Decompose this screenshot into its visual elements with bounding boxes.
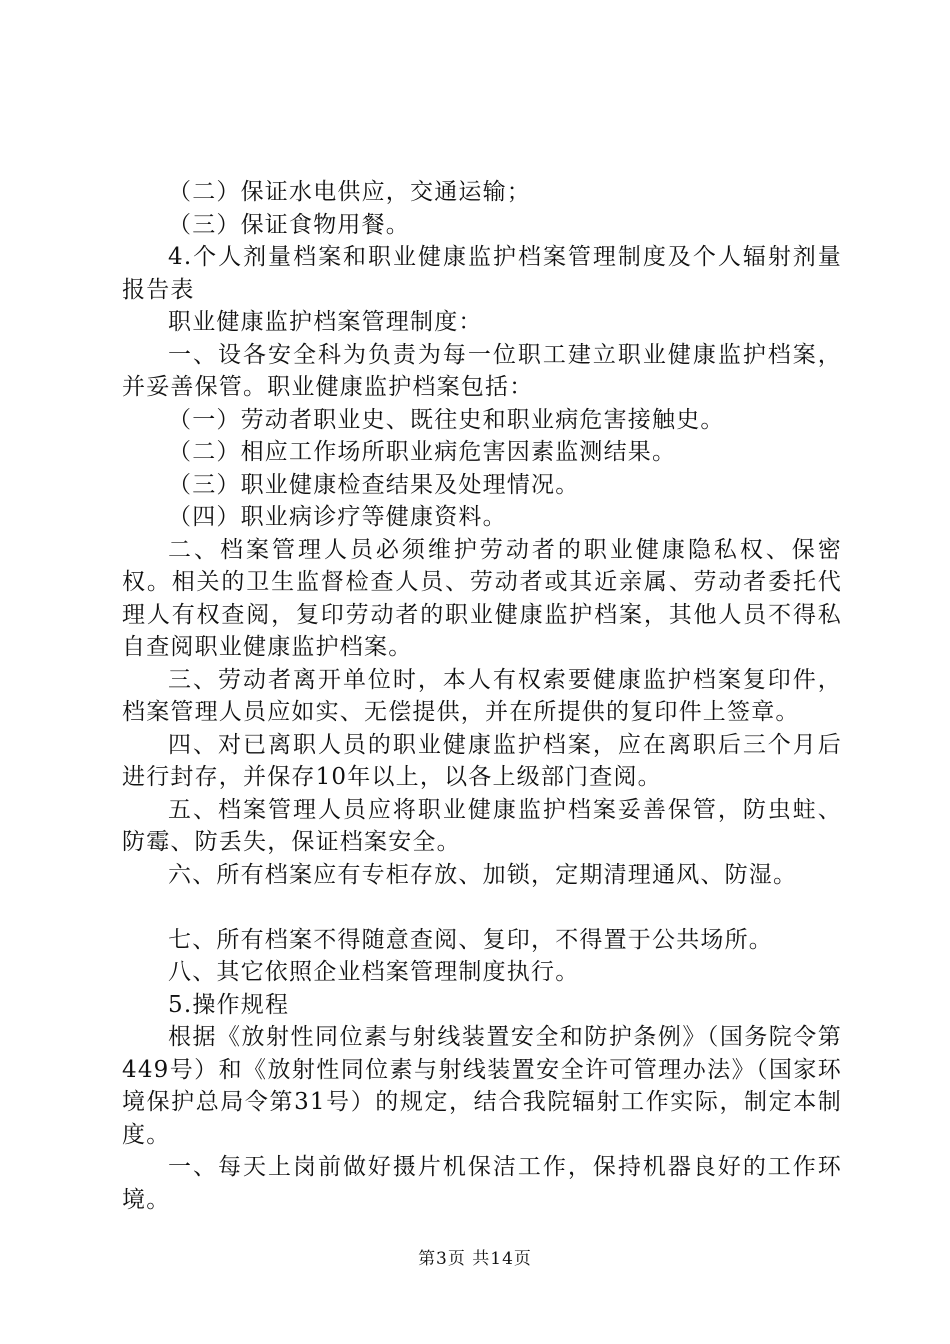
paragraph: 一、设各安全科为负责为每一位职工建立职业健康监护档案，并妥善保管。职业健康监护档案包括： bbox=[122, 341, 842, 400]
paragraph: （三）保证食物用餐。 bbox=[168, 211, 410, 238]
paragraph: 一、每天上岗前做好摄片机保洁工作，保持机器良好的工作环境。 bbox=[122, 1154, 842, 1213]
paragraph: （一）劳动者职业史、既往史和职业病危害接触史。 bbox=[168, 406, 725, 433]
section-heading: 4.个人剂量档案和职业健康监护档案管理制度及个人辐射剂量报告表 bbox=[122, 244, 842, 303]
paragraph: 七、所有档案不得随意查阅、复印，不得置于公共场所。 bbox=[168, 926, 773, 953]
paragraph: 八、其它依照企业档案管理制度执行。 bbox=[168, 959, 580, 985]
paragraph: （二）保证水电供应，交通运输； bbox=[168, 179, 531, 205]
blank-line bbox=[122, 891, 842, 924]
paragraph: （四）职业病诊疗等健康资料。 bbox=[168, 504, 507, 530]
paragraph: 二、档案管理人员必须维护劳动者的职业健康隐私权、保密权。相关的卫生监督检查人员、劳动者或其近亲属、劳动者委托代理人有权查阅，复印劳动者的职业健康监护档案，其他人员不得私自查阅职业健康监护档案。 bbox=[122, 536, 842, 660]
paragraph: 四、对已离职人员的职业健康监护档案，应在离职后三个月后进行封存，并保存10年以上，以各上级部门查阅。 bbox=[122, 731, 842, 790]
document-body bbox=[122, 176, 842, 1216]
paragraph: （三）职业健康检查结果及处理情况。 bbox=[168, 471, 580, 498]
paragraph: 五、档案管理人员应将职业健康监护档案妥善保管，防虫蛀、防霉、防丢失，保证档案安全。 bbox=[122, 796, 842, 855]
paragraph: 三、劳动者离开单位时，本人有权索要健康监护档案复印件，档案管理人员应如实、无偿提供，并在所提供的复印件上签章。 bbox=[122, 666, 842, 725]
section-heading: 5.操作规程 bbox=[168, 991, 290, 1018]
paragraph: 根据《放射性同位素与射线装置安全和防护条例》（国务院令第449号）和《放射性同位素与射线装置安全许可管理办法》（国家环境保护总局令第31号）的规定，结合我院辐射工作实际，制定本制度。 bbox=[122, 1024, 842, 1148]
paragraph: 职业健康监护档案管理制度： bbox=[168, 309, 483, 335]
page-number-footer: 第3页 共14页 bbox=[418, 1249, 532, 1269]
paragraph: 六、所有档案应有专柜存放、加锁，定期清理通风、防湿。 bbox=[168, 861, 798, 888]
paragraph: （二）相应工作场所职业病危害因素监测结果。 bbox=[168, 439, 677, 465]
